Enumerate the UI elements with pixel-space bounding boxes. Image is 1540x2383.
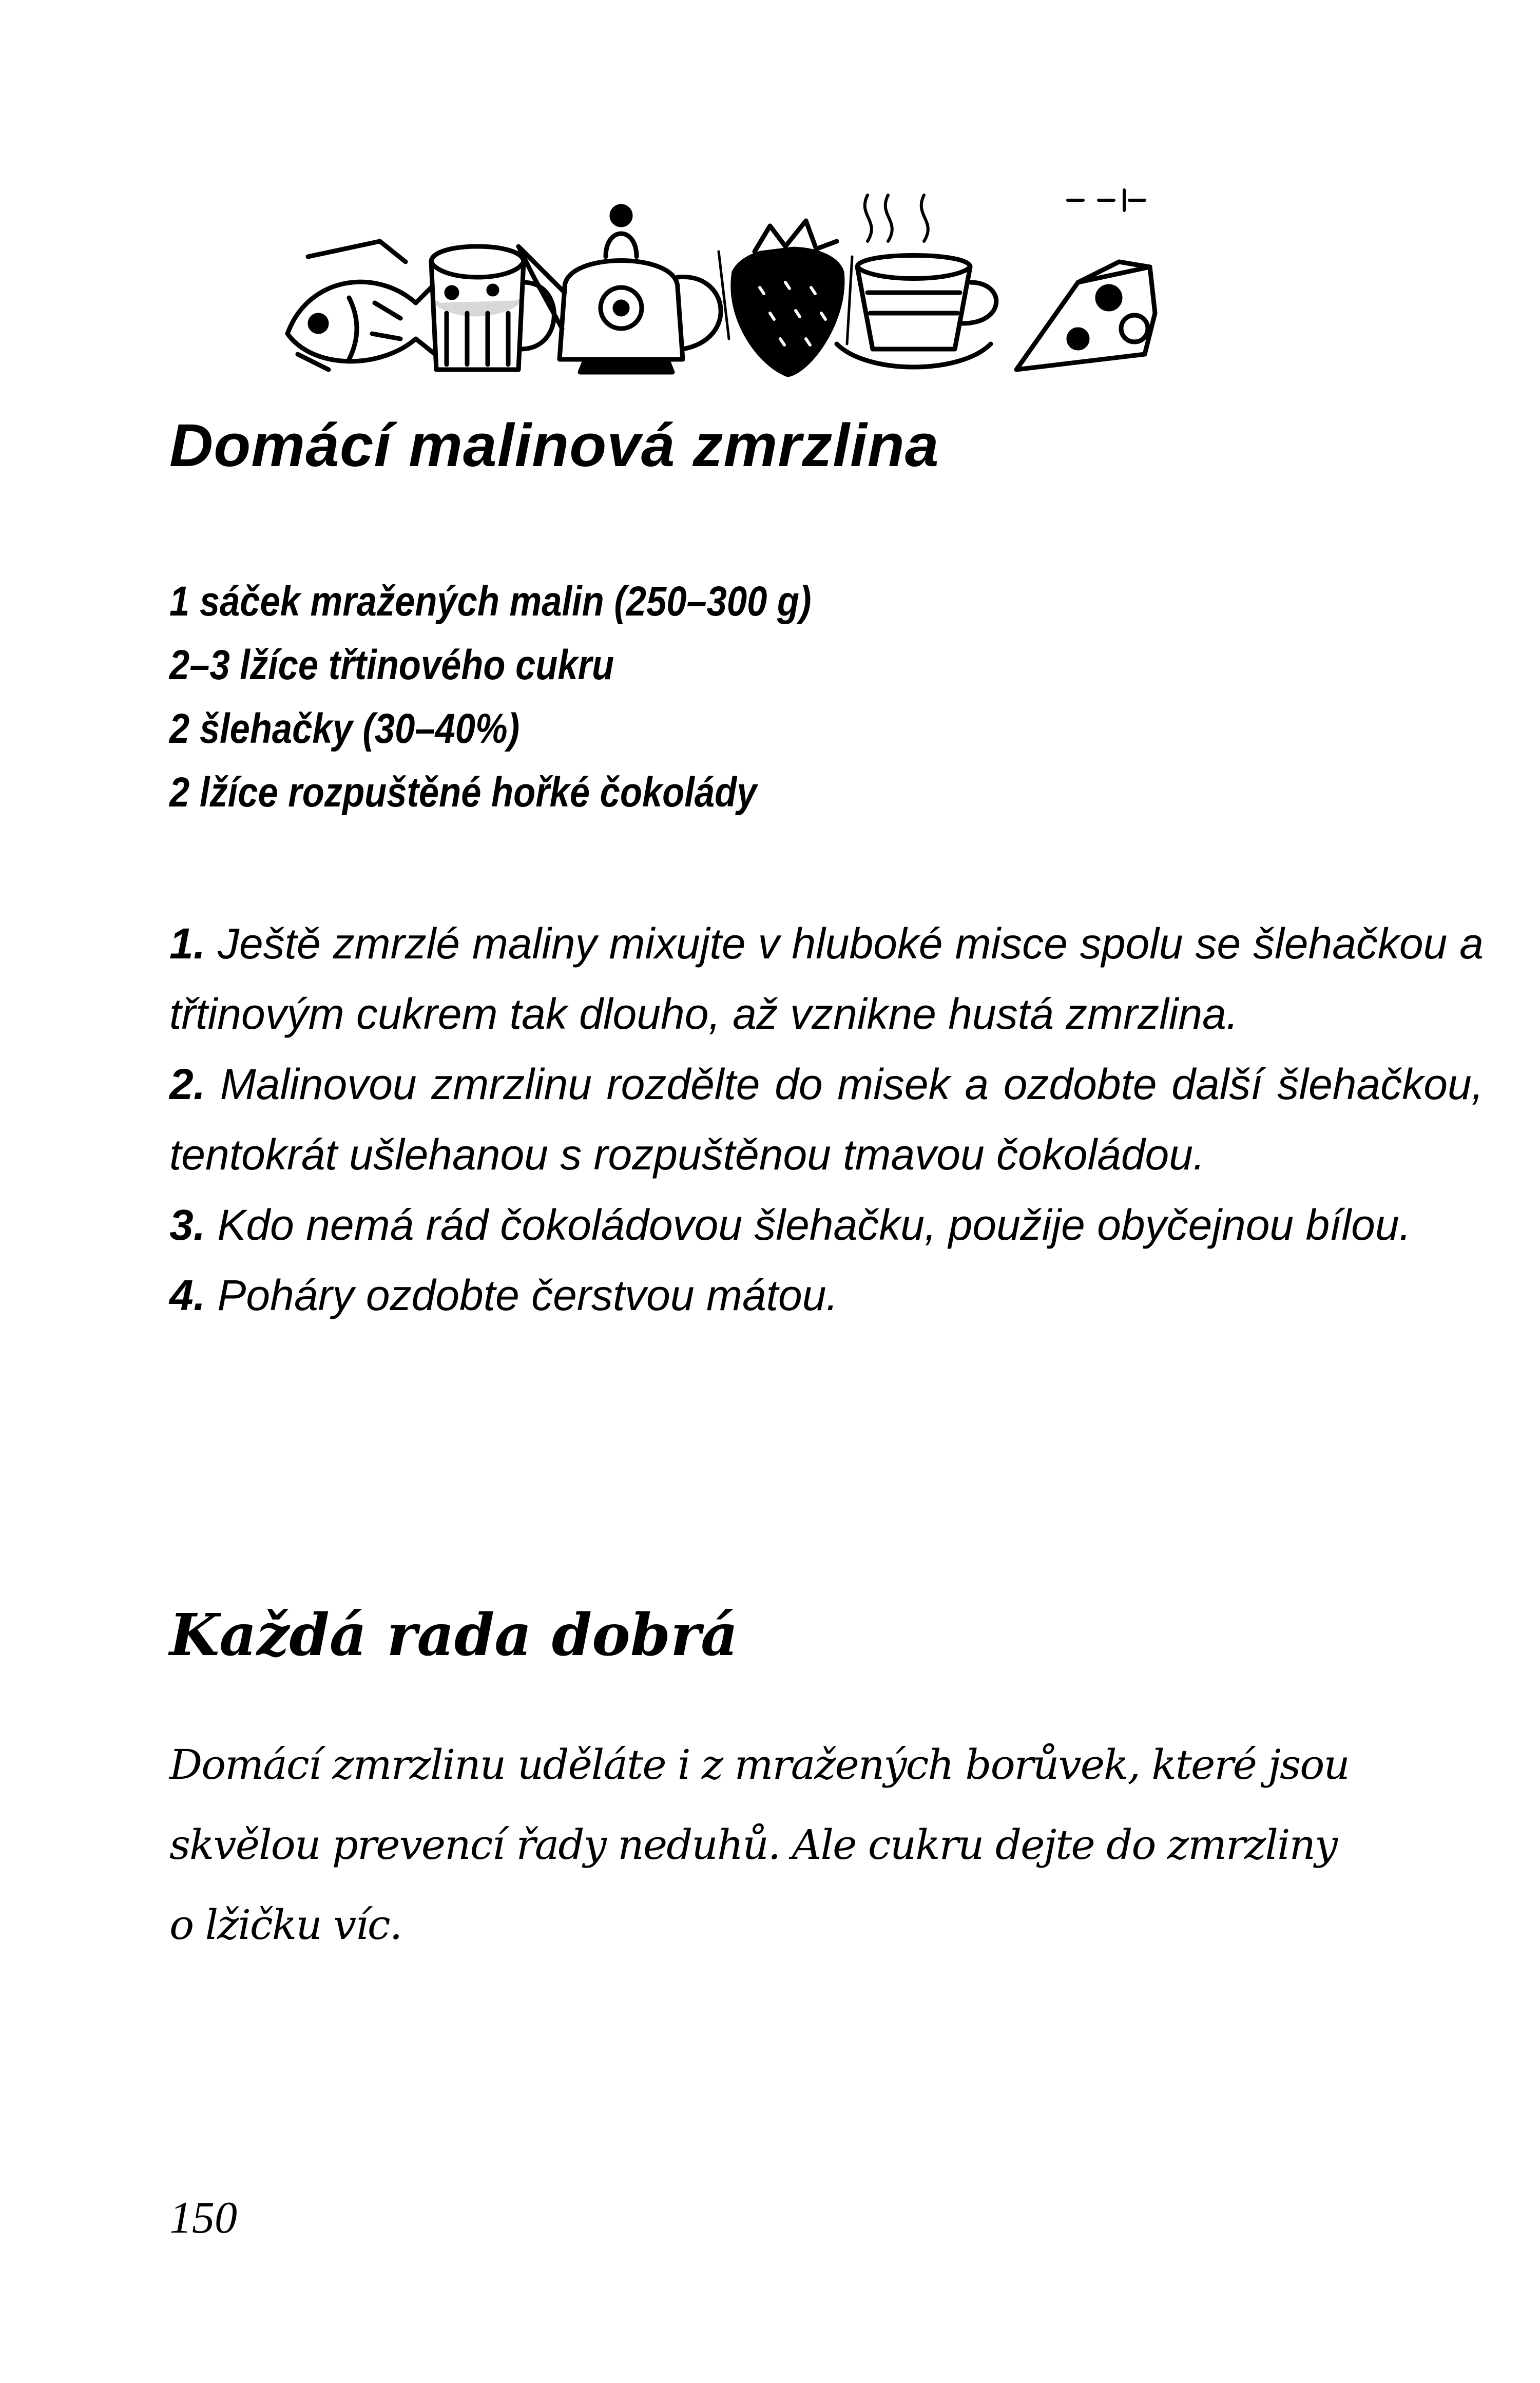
coffee-cup-icon bbox=[837, 195, 996, 367]
step-text: Poháry ozdobte čerstvou mátou. bbox=[217, 1271, 838, 1319]
preparation-steps bbox=[169, 909, 1484, 1331]
step-number: 3. bbox=[169, 1201, 206, 1249]
ingredient-item: 2 lžíce rozpuštěné hořké čokolády bbox=[169, 769, 757, 816]
step-number: 1. bbox=[169, 919, 206, 968]
cheese-icon bbox=[1016, 190, 1155, 370]
step-item bbox=[169, 909, 1484, 1049]
tip-line: Domácí zmrzlinu uděláte i z mražených borůvek, které jsou bbox=[169, 1741, 1349, 1789]
step-text: Kdo nemá rád čokoládovou šlehačku, použije obyčejnou bílou. bbox=[217, 1201, 1411, 1249]
recipe-title: Domácí malinová zmrzlina bbox=[169, 412, 939, 479]
food-illustration-strip bbox=[277, 185, 1160, 380]
step-text: Ještě zmrzlé maliny mixujte v hluboké misce spolu se šlehačkou a třtinovým cukrem tak dlouho, až vznikne hustá zmrzlina. bbox=[169, 919, 1484, 1038]
page-number: 150 bbox=[169, 2193, 237, 2243]
strawberry-icon bbox=[719, 221, 852, 375]
tip-line: skvělou prevencí řady neduhů. Ale cukru dejte do zmrzliny bbox=[169, 1821, 1337, 1869]
step-text: Malinovou zmrzlinu rozdělte do misek a ozdobte další šlehačkou, tentokrát ušlehanou s rozpuštěnou tmavou čokoládou. bbox=[169, 1060, 1484, 1179]
step-item bbox=[169, 1049, 1484, 1190]
ingredient-item: 2–3 lžíce třtinového cukru bbox=[169, 642, 614, 688]
tip-text bbox=[169, 1725, 1478, 1965]
ingredient-item: 1 sáček mražených malin (250–300 g) bbox=[169, 578, 812, 625]
tip-title: Každá rada dobrá bbox=[169, 1602, 738, 1669]
ingredient-item: 2 šlehačky (30–40%) bbox=[169, 705, 520, 752]
teapot-icon bbox=[518, 206, 721, 372]
step-number: 4. bbox=[169, 1271, 206, 1319]
step-item bbox=[169, 1190, 1484, 1260]
step-item bbox=[169, 1260, 1484, 1331]
step-number: 2. bbox=[169, 1060, 206, 1108]
ingredient-list bbox=[169, 570, 1401, 824]
tip-line: o lžičku víc. bbox=[169, 1901, 402, 1949]
